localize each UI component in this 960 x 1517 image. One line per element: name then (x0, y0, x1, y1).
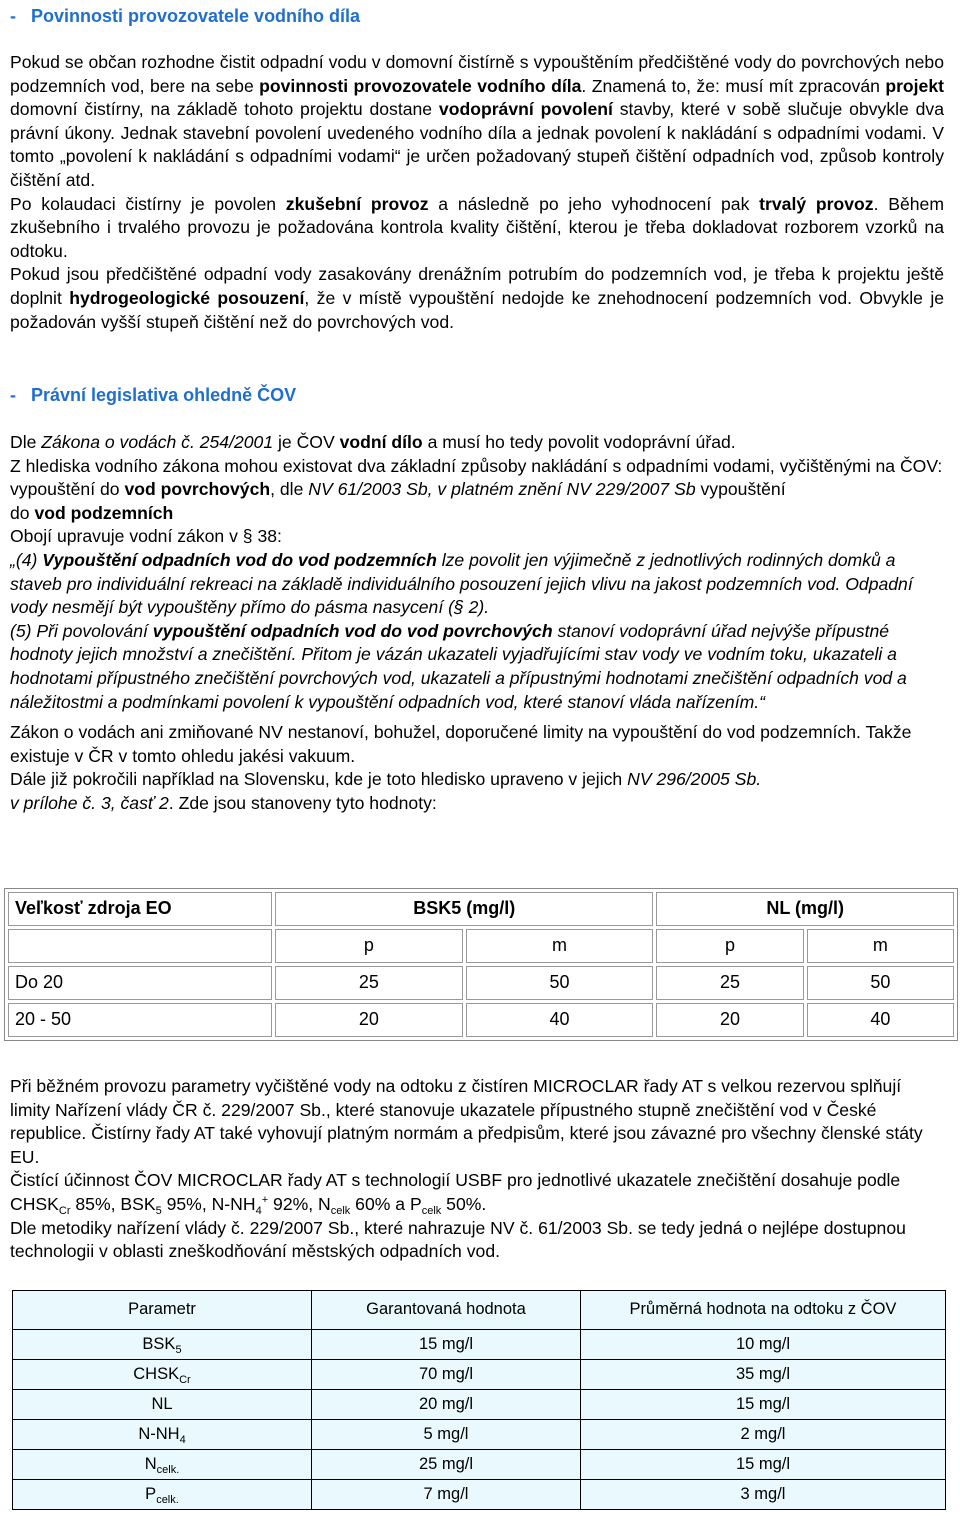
paragraph-obligations-2: Po kolaudaci čistírny je povolen zkušební provoz a následně po jeho vyhodnocení pak trvalý provoz. Během zkušebního i trvalého provozu je požadována kontrola kvality čištění, kterou je třeba dokladovat rozborem vzorků na odtoku. (10, 193, 944, 261)
table-header-nl: NL (mg/l) (656, 892, 954, 926)
limits-table-slovakia (4, 888, 958, 1041)
table-subheader-empty (8, 929, 272, 963)
paragraph-legislation-5: Obojí upravuje vodní zákon v § 38: (10, 526, 282, 547)
table2-header-parameter: Parametr (13, 1291, 312, 1330)
table-row: $N-NH_4$ 5 mg/l 2 mg/l (13, 1420, 946, 1450)
paragraph-microclar-1: Při běžném provozu parametry vyčištěné vody na odtoku z čistíren MICROCLAR řady AT s velkou rezervou splňují limity Nařízení vlády ČR č. 229/2007 Sb., které stanovuje ukazatele přípustného stupně znečištění vod v České republice. Čistírny řady AT také vyhovují platným normám a předpisům, které jsou závazné pro všechny členské státy EU. (10, 1076, 923, 1167)
paragraph-legislation-4: do vod podzemních (10, 502, 174, 523)
table-header-bsk5: BSK5 (mg/l) (275, 892, 653, 926)
quote-paragraph-4: „(4) Vypouštění odpadních vod do vod podzemních lze povolit jen výjimečně z jednotlivých rodinných domků a staveb pro individuální rekreaci na základě individuálního posouzení jejich vlivu na jakost podzemních vod. Odpadní vody nesmějí být vypouštěny přímo do pásma nasycení (§ 2). (10, 549, 913, 618)
paragraph-legislation-1: Dle Zákona o vodách č. 254/2001 je ČOV vodní dílo a musí ho tedy povolit vodoprávní úřad. (10, 432, 736, 452)
paragraph-microclar-3: Dle metodiky nařízení vlády č. 229/2007 Sb., které nahrazuje NV č. 61/2003 Sb. se tedy jedná o nejlépe dostupnou technologii v oblasti zneškodňování městských odpadních vod. (10, 1217, 906, 1262)
table-row: $N_{celk.}$ 25 mg/l 15 mg/l (13, 1450, 946, 1480)
table-row: 20 - 50 20 40 20 40 (8, 1003, 954, 1037)
table-row: $P_{celk.}$ 7 mg/l 3 mg/l (13, 1480, 946, 1510)
table-subheader: m (807, 929, 954, 963)
paragraph-legislation-6: Zákon o vodách ani zmiňované NV nestanoví, bohužel, doporučené limity na vypouštění do vod podzemních. Takže existuje v ČR v tomto ohledu jakési vakuum. (10, 722, 912, 766)
table-subheader: m (466, 929, 654, 963)
table-header-size: Veľkosť zdroja EO (8, 892, 272, 926)
paragraph-obligations-3: Pokud jsou předčištěné odpadní vody zasakovány drenážním potrubím do podzemních vod, je třeba k projektu ještě doplnit hydrogeologické posouzení, že v místě vypouštění nedojde ke znehodnocení podzemních vod. Obvykle je požadován vyšší stupeň čištění než do povrchových vod. (10, 264, 945, 332)
table-row: $BSK_5$ 15 mg/l 10 mg/l (13, 1330, 946, 1360)
table-row: NL 20 mg/l 15 mg/l (13, 1390, 946, 1420)
efficiency-table (12, 1290, 946, 1510)
table-row: $CHSK_{Cr}$ 70 mg/l 35 mg/l (13, 1360, 946, 1390)
section-heading-obligations: - Povinnosti provozovatele vodního díla (10, 6, 361, 26)
paragraph-legislation-3: vypouštění do vod povrchových, dle NV 61/2003 Sb, v platném znění NV 229/2007 Sb vypouštění (10, 479, 786, 500)
table2-header-average: Průměrná hodnota na odtoku z ČOV (581, 1291, 946, 1330)
quote-paragraph-5: (5) Při povolování vypouštění odpadních vod do vod povrchových stanoví vodoprávní úřad nejvýše přípustné hodnoty jejich množství a znečištění. Přitom je vázán ukazateli vyjadřujícími stav vody ve vodním toku, ukazateli a hodnotami přípustného znečištění povrchových vod, ukazateli a přípustnými hodnotami znečištění odpadních vod a náležitostmi a podmínkami povolení k vypouštění odpadních vod, které stanoví vláda nařízením.“ (10, 620, 907, 712)
table-row: Do 20 25 50 25 50 (8, 966, 954, 1000)
paragraph-microclar-2: Čistící účinnost ČOV MICROCLAR řady AT s technologií USBF pro jednotlivé ukazatele znečištění dosahuje podle $CHSK_{Cr}$ 85%, $BSK_5$ 95%, $N-NH_4^+$ 92%, $N_{celk}$ 60% a $P_{celk}$ 50%. (10, 1170, 901, 1217)
table-subheader: p (275, 929, 463, 963)
table2-header-guaranteed: Garantovaná hodnota (312, 1291, 581, 1330)
section-heading-legislation: - Právní legislativa ohledně ČOV (10, 385, 297, 405)
paragraph-legislation-8: v prílohe č. 3, časť 2. Zde jsou stanoveny tyto hodnoty: (10, 792, 437, 813)
paragraph-obligations-1: Pokud se občan rozhodne čistit odpadní vodu v domovní čistírně s vypouštěním předčištěné vody do povrchových nebo podzemních vod, bere na sebe povinnosti provozovatele vodního díla. Znamená to, že: musí mít zpracován projekt domovní čistírny, na základě tohoto projektu dostane vodoprávní povolení stavby, které v sobě slučuje obvykle dva právní úkony. Jednak stavební povolení uvedeného vodního díla a jednak povolení k nakládání s odpadními vodami. V tomto „povolení k nakládání s odpadními vodami“ je určen požadovaný stupeň čištění odpadních vod, způsob kontroly čištění atd. (10, 52, 945, 190)
paragraph-legislation-2: Z hlediska vodního zákona mohou existovat dva základní způsoby nakládání s odpadními vodami, vyčištěnými na ČOV: (10, 455, 943, 476)
table-subheader: p (656, 929, 803, 963)
paragraph-legislation-7: Dále již pokročili například na Slovensku, kde je toto hledisko upraveno v jejich NV 296/2005 Sb. (10, 769, 762, 790)
